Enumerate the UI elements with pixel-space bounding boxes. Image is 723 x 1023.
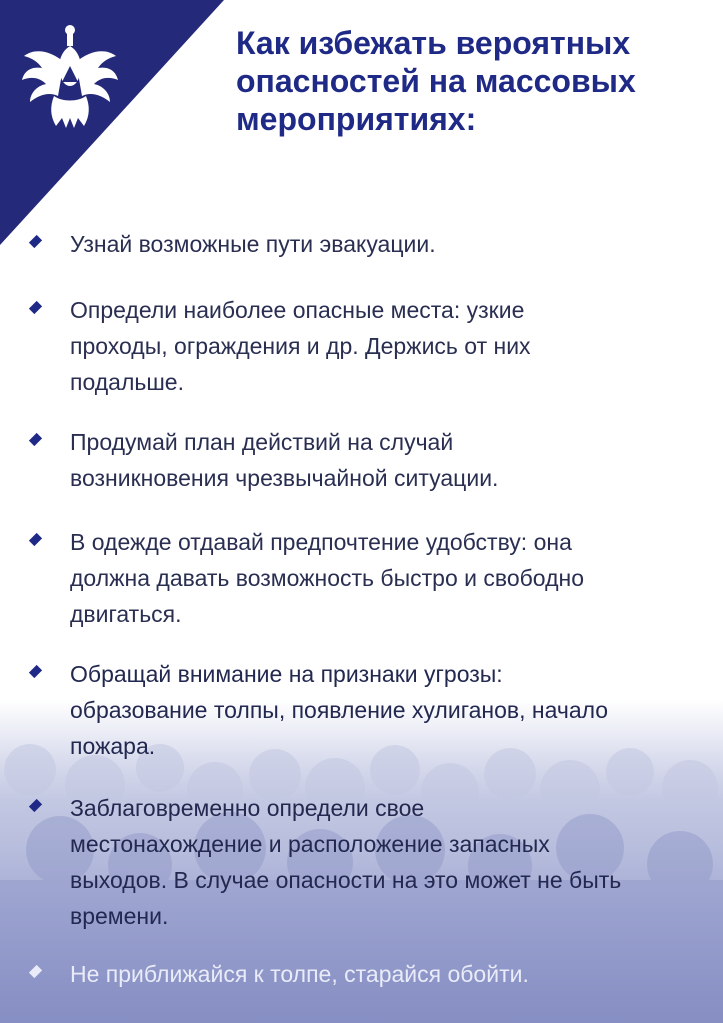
bullet-diamond-icon (29, 665, 42, 678)
list-item (30, 226, 700, 262)
bullet-diamond-icon (29, 301, 42, 314)
list-item (30, 524, 700, 632)
list-item (30, 424, 700, 496)
list-item-text: Не приближайся к толпе, старайся обойти. (70, 961, 529, 987)
list-item-text: Узнай возможные пути эвакуации. (70, 231, 436, 257)
bullet-diamond-icon (29, 965, 42, 978)
title-line: опасностей на массовых (236, 63, 636, 99)
list-item-text: Заблаговременно определи свое местонахождение и расположение запасных выходов. В случае опасности на это может не быть времени. (70, 795, 622, 929)
bullet-diamond-icon (29, 235, 42, 248)
list-item-text: В одежде отдавай предпочтение удобству: она должна давать возможность быстро и свободно двигаться. (70, 529, 585, 627)
list-item (30, 790, 700, 934)
bullet-diamond-icon (29, 799, 42, 812)
list-item-text: Определи наиболее опасные места: узкие проходы, ограждения и др. Держись от них подальше. (70, 297, 531, 395)
bullet-diamond-icon (29, 433, 42, 446)
emblem-icon (20, 22, 120, 134)
list-item (30, 292, 700, 400)
list-item-text: Продумай план действий на случай возникновения чрезвычайной ситуации. (70, 429, 499, 491)
bullet-diamond-icon (29, 533, 42, 546)
page-title (236, 24, 706, 138)
list-item (30, 656, 700, 764)
list-item-text: Обращай внимание на признаки угрозы: образование толпы, появление хулиганов, начало пожара. (70, 661, 609, 759)
title-line: мероприятиях: (236, 101, 477, 137)
title-line: Как избежать вероятных (236, 25, 631, 61)
list-item (30, 956, 700, 992)
